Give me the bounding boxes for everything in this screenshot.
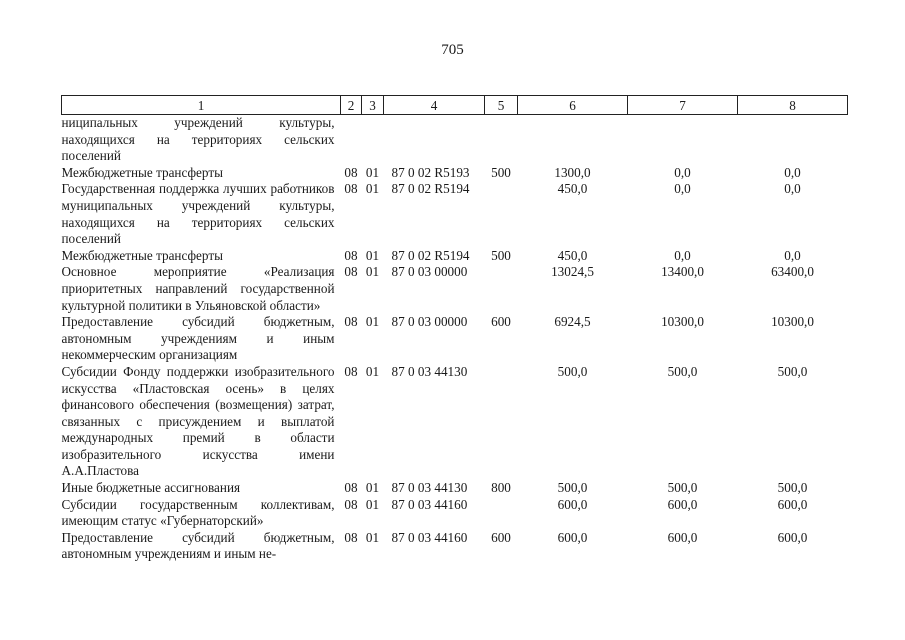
section-code-cell: 08 bbox=[344, 363, 358, 379]
column-header: 6 bbox=[518, 96, 628, 115]
column-header: 8 bbox=[738, 96, 848, 115]
row-name-cell: Субсидии Фонду поддержки изобразительного искусства «Пластовская осень» в целях финансового обеспечения (возмещения) затрат, связанных с присуждением и выплатой международных премий в области изобразительного искусства имени А.А.Пластова bbox=[61, 363, 335, 479]
page-number: 705 bbox=[441, 42, 464, 58]
target-article-cell: 87 0 02 R5194 bbox=[391, 181, 470, 197]
table-row bbox=[62, 480, 848, 497]
section-code-cell: 08 bbox=[344, 264, 358, 280]
target-article-cell: 87 0 03 44130 bbox=[391, 363, 468, 379]
expense-type-cell: 500 bbox=[491, 247, 511, 263]
amount-year2-cell: 0,0 bbox=[674, 164, 691, 180]
section-code-cell: 08 bbox=[344, 164, 358, 180]
expense-type-cell: 600 bbox=[491, 314, 511, 330]
table-row bbox=[62, 115, 848, 165]
amount-year1-cell bbox=[518, 115, 628, 165]
row-name-cell: Основное мероприятие «Реализация приоритетных направлений государственной культурной политики в Ульяновской области» bbox=[61, 264, 335, 313]
target-article-cell: 87 0 03 00000 bbox=[391, 314, 468, 330]
expense-type-cell bbox=[485, 264, 518, 314]
subsection-code-cell: 01 bbox=[365, 496, 380, 512]
table-row bbox=[62, 314, 848, 364]
amount-year2-cell: 600,0 bbox=[667, 529, 698, 545]
table-header-row bbox=[62, 96, 848, 115]
expense-type-cell: 600 bbox=[491, 529, 511, 545]
subsection-code-cell: 01 bbox=[365, 480, 380, 496]
target-article-cell: 87 0 02 R5193 bbox=[391, 164, 470, 180]
row-name-cell: Субсидии государственным коллективам, имеющим статус «Губернаторский» bbox=[61, 496, 335, 529]
subsection-code-cell: 01 bbox=[365, 164, 380, 180]
amount-year3-cell: 10300,0 bbox=[771, 314, 814, 330]
row-name-cell: Иные бюджетные ассигнования bbox=[61, 480, 241, 496]
section-code-cell: 08 bbox=[344, 529, 358, 545]
row-name-cell: ниципальных учреждений культуры, находящихся на территориях сельских поселений bbox=[61, 115, 335, 164]
budget-table bbox=[61, 95, 848, 563]
target-article-cell: 87 0 03 44160 bbox=[391, 529, 468, 545]
target-article-cell: 87 0 02 R5194 bbox=[391, 247, 470, 263]
table-row bbox=[62, 248, 848, 265]
amount-year1-cell: 1300,0 bbox=[554, 164, 591, 180]
expense-type-cell: 800 bbox=[491, 480, 511, 496]
amount-year3-cell: 500,0 bbox=[777, 480, 808, 496]
amount-year3-cell: 0,0 bbox=[784, 164, 801, 180]
target-article-cell bbox=[384, 115, 485, 165]
subsection-code-cell: 01 bbox=[365, 264, 380, 280]
amount-year3-cell: 0,0 bbox=[784, 181, 801, 197]
section-code-cell: 08 bbox=[344, 496, 358, 512]
section-code-cell: 08 bbox=[344, 181, 358, 197]
amount-year3-cell bbox=[738, 115, 848, 165]
expense-type-cell bbox=[485, 115, 518, 165]
table-row bbox=[62, 264, 848, 314]
amount-year1-cell: 6924,5 bbox=[554, 314, 591, 330]
expense-type-cell: 500 bbox=[491, 164, 511, 180]
column-header: 1 bbox=[62, 96, 341, 115]
target-article-cell: 87 0 03 00000 bbox=[391, 264, 468, 280]
column-header: 5 bbox=[485, 96, 518, 115]
table-row bbox=[62, 530, 848, 563]
subsection-code-cell: 01 bbox=[365, 181, 380, 197]
amount-year1-cell: 450,0 bbox=[557, 247, 588, 263]
amount-year3-cell: 600,0 bbox=[777, 496, 808, 512]
amount-year2-cell: 600,0 bbox=[667, 496, 698, 512]
amount-year2-cell: 13400,0 bbox=[661, 264, 704, 280]
amount-year3-cell: 63400,0 bbox=[771, 264, 814, 280]
amount-year1-cell: 13024,5 bbox=[551, 264, 594, 280]
amount-year2-cell: 0,0 bbox=[674, 247, 691, 263]
expense-type-cell bbox=[485, 364, 518, 480]
subsection-code-cell: 01 bbox=[365, 314, 380, 330]
column-header: 7 bbox=[628, 96, 738, 115]
row-name-cell: Межбюджетные трансферты bbox=[61, 164, 223, 180]
table-row bbox=[62, 364, 848, 480]
section-code-cell: 08 bbox=[344, 314, 358, 330]
section-code-cell: 08 bbox=[344, 247, 358, 263]
amount-year1-cell: 500,0 bbox=[557, 480, 588, 496]
amount-year1-cell: 600,0 bbox=[557, 529, 588, 545]
subsection-code-cell bbox=[362, 115, 384, 165]
expense-type-cell bbox=[485, 497, 518, 530]
table-row bbox=[62, 497, 848, 530]
amount-year2-cell: 500,0 bbox=[667, 480, 698, 496]
row-name-cell: Предоставление субсидий бюджетным, автономным учреждениям и иным не- bbox=[61, 529, 335, 562]
subsection-code-cell: 01 bbox=[365, 247, 380, 263]
target-article-cell: 87 0 03 44160 bbox=[391, 496, 468, 512]
column-header: 4 bbox=[384, 96, 485, 115]
row-name-cell: Межбюджетные трансферты bbox=[61, 247, 223, 263]
amount-year2-cell: 0,0 bbox=[674, 181, 691, 197]
amount-year1-cell: 500,0 bbox=[557, 363, 588, 379]
amount-year1-cell: 450,0 bbox=[557, 181, 588, 197]
amount-year3-cell: 500,0 bbox=[777, 363, 808, 379]
column-header: 3 bbox=[362, 96, 384, 115]
section-code-cell bbox=[341, 115, 362, 165]
amount-year2-cell bbox=[628, 115, 738, 165]
section-code-cell: 08 bbox=[344, 480, 358, 496]
row-name-cell: Предоставление субсидий бюджетным, автономным учреждениям и иным некоммерческим организациям bbox=[61, 314, 335, 363]
amount-year3-cell: 600,0 bbox=[777, 529, 808, 545]
subsection-code-cell: 01 bbox=[365, 363, 380, 379]
target-article-cell: 87 0 03 44130 bbox=[391, 480, 468, 496]
amount-year1-cell: 600,0 bbox=[557, 496, 588, 512]
amount-year2-cell: 10300,0 bbox=[661, 314, 704, 330]
table-row bbox=[62, 165, 848, 182]
amount-year2-cell: 500,0 bbox=[667, 363, 698, 379]
amount-year3-cell: 0,0 bbox=[784, 247, 801, 263]
subsection-code-cell: 01 bbox=[365, 529, 380, 545]
expense-type-cell bbox=[485, 181, 518, 247]
row-name-cell: Государственная поддержка лучших работников муниципальных учреждений культуры, находящихся на территориях сельских поселений bbox=[61, 181, 335, 247]
table-row bbox=[62, 181, 848, 247]
column-header: 2 bbox=[341, 96, 362, 115]
